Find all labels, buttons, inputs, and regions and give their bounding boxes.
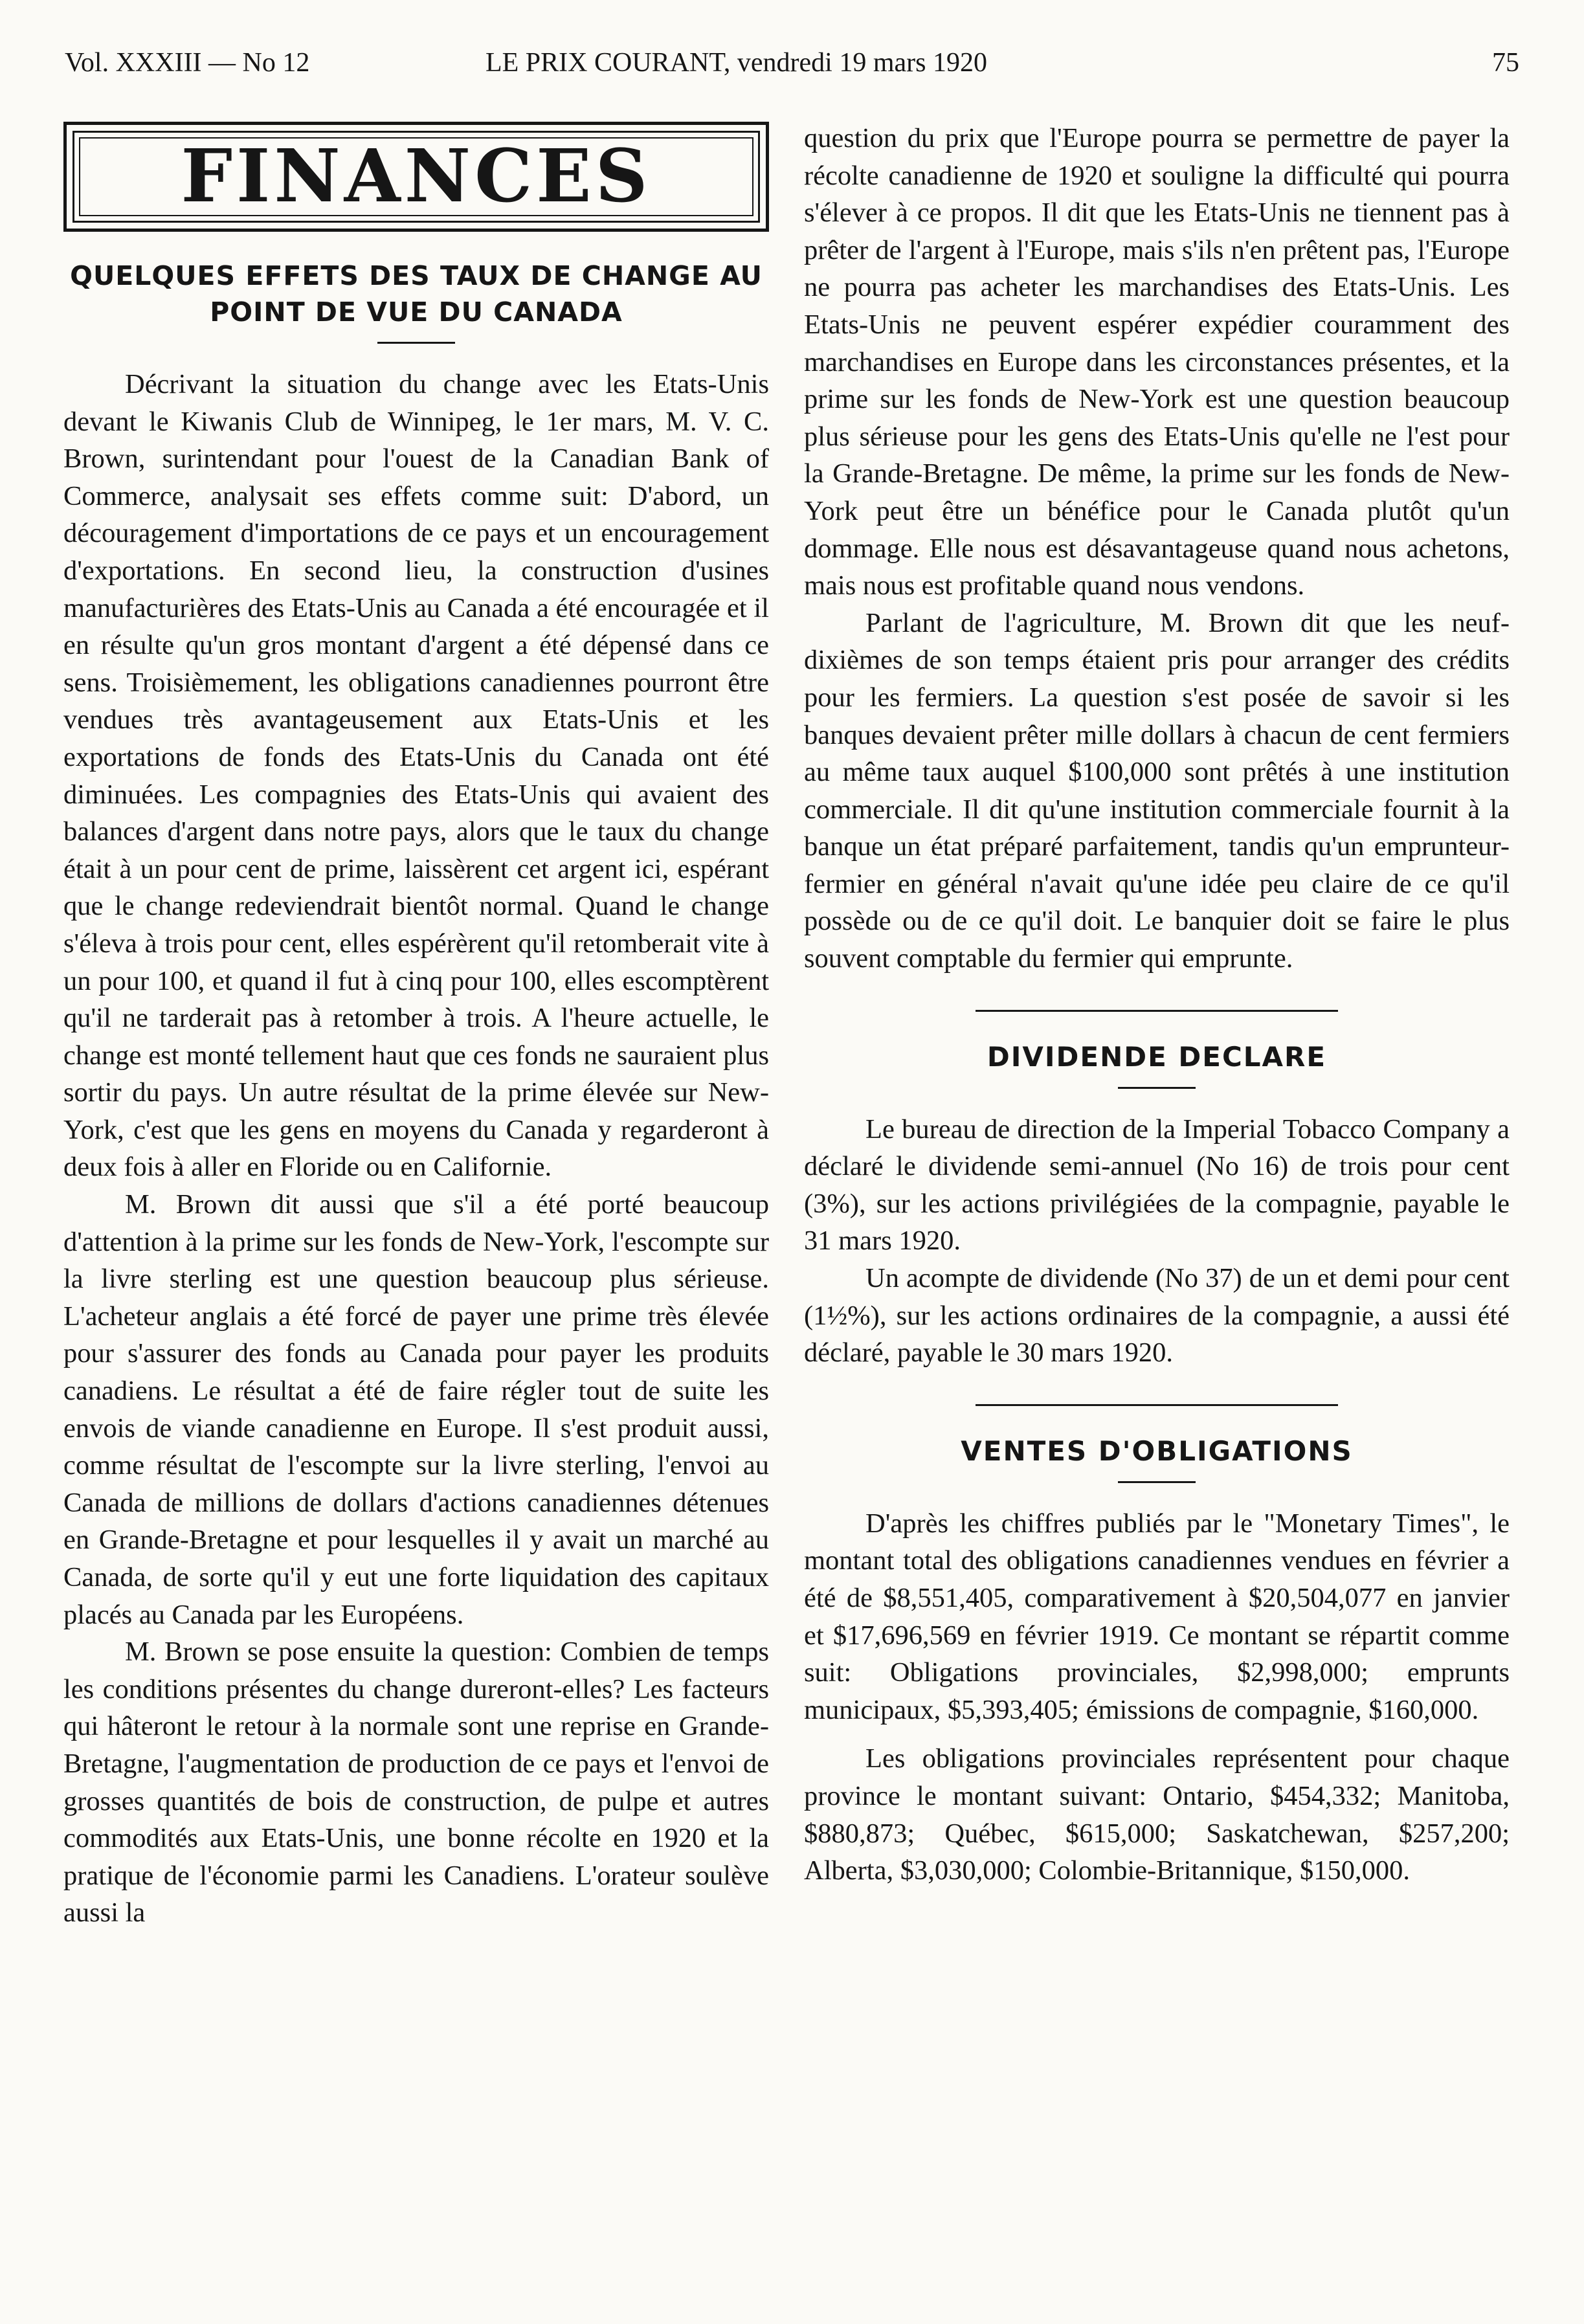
page-header bbox=[65, 40, 1519, 85]
article-headline-exchange: QUELQUES EFFETS DES TAUX DE CHANGE AU POINT DE VUE DU CANADA bbox=[70, 260, 763, 328]
article-paragraph: Les obligations provinciales représentent pour chaque province le montant suivant: Ontario, $454,332; Manitoba, $880,873; Québec, $615,000; Saskatchewan, $257,200; Alberta, $3,030,000; Colombie-Britannique, $150,000. bbox=[804, 1743, 1510, 1886]
left-column bbox=[63, 117, 769, 1932]
volume-number: Vol. XXXIII — No 12 bbox=[65, 48, 310, 78]
right-column bbox=[804, 120, 1510, 1890]
article-headline-bonds: VENTES D'OBLIGATIONS bbox=[961, 1435, 1353, 1467]
article-paragraph: M. Brown se pose ensuite la question: Combien de temps les conditions présentes du change dureront-elles? Les facteurs qui hâteront le retour à la normale sont une reprise en Grande-Bretagne, l'augmentation de production de ce pays et l'envoi de grosses quantités de bois de construction, de pulpe et autres commodités aux Etats-Unis, une bonne récolte en 1920 et la pratique de l'économie parmi les Canadiens. L'orateur soulève aussi la bbox=[63, 1637, 769, 1928]
article-paragraph: Un acompte de dividende (No 37) de un et demi pour cent (1½%), sur les actions ordinaires de la compagnie, a aussi été déclaré, payable le 30 mars 1920. bbox=[804, 1263, 1510, 1369]
divider bbox=[1118, 1087, 1196, 1089]
divider bbox=[976, 1404, 1338, 1406]
divider bbox=[377, 342, 455, 344]
article-paragraph: M. Brown dit aussi que s'il a été porté beaucoup d'attention à la prime sur les fonds de New-York, l'escompte sur la livre sterling est une question beaucoup plus sérieuse. L'acheteur anglais a été forcé de payer une prime très élevée pour s'assurer des fonds au Canada pour payer les produits canadiens. Le résultat a été de faire régler tout de suite les envois de viande canadienne en Europe. Il s'est produit aussi, comme résultat de l'escompte sur la livre sterling, l'envoi au Canada de millions de dollars d'actions canadiennes détenues en Grande-Bretagne et pour lesquelles il y avait un marché au Canada, de sorte qu'il y eut une forte liquidation des capitaux placés au Canada par les Européens. bbox=[63, 1189, 769, 1630]
finances-banner bbox=[63, 122, 769, 232]
publication-title: LE PRIX COURANT, vendredi 19 mars 1920 bbox=[485, 48, 987, 78]
divider bbox=[976, 1010, 1338, 1012]
article-paragraph: D'après les chiffres publiés par le "Monetary Times", le montant total des obligations canadiennes vendues en février a été de $8,551,405, comparativement à $20,504,077 en janvier et $17,696,569 en février 1919. Ce montant se répartit comme suit: Obligations provinciales, $2,998,000; emprunts municipaux, $5,393,405; émissions de compagnie, $160,000. bbox=[804, 1508, 1510, 1725]
banner-title: FINANCES bbox=[181, 134, 652, 219]
divider bbox=[1118, 1481, 1196, 1483]
article-paragraph: Parlant de l'agriculture, M. Brown dit que les neuf-dixièmes de son temps étaient pris pour arranger des crédits pour les fermiers. La question s'est posée de savoir si les banques devaient prêter mille dollars à chacun de cent fermiers au même taux auquel $100,000 sont prêtés à une institution commerciale. Il dit qu'une institution commerciale fournit à la banque un état préparé parfaitement, tandis qu'un emprunteur-fermier en général n'avait qu'une idée peu claire de ce qu'il possède ou de ce qu'il doit. Le banquier doit se faire le plus souvent comptable du fermier qui emprunte. bbox=[804, 607, 1510, 974]
article-paragraph: question du prix que l'Europe pourra se permettre de payer la récolte canadienne de 1920 et souligne la difficulté qui pourra s'élever à ce propos. Il dit que les Etats-Unis ne tiennent pas à prêter de l'argent à l'Europe, mais s'ils n'en prêtent pas, l'Europe ne pourra pas acheter les marchandises des Etats-Unis. Les Etats-Unis ne peuvent espérer expédier couramment des marchandises en Europe dans les circonstances présentes, et la prime sur les fonds de New-York est une question beaucoup plus sérieuse pour les gens des Etats-Unis qu'elle ne l'est pour la Grande-Bretagne. De même, la prime sur les fonds de New-York peut être un bénéfice pour le Canada plutôt qu'un dommage. Elle nous est désavantageuse quand nous achetons, mais nous est profitable quand nous vendons. bbox=[804, 123, 1510, 601]
banner-frame bbox=[73, 131, 760, 223]
article-paragraph: Décrivant la situation du change avec les Etats-Unis devant le Kiwanis Club de Winnipeg, le 1er mars, M. V. C. Brown, surintendant pour l'ouest de la Canadian Bank of Commerce, analysait ses effets comme suit: D'abord, un découragement d'importations de ce pays et un encouragement d'exportations. En second lieu, la construction d'usines manufacturières des Etats-Unis au Canada a été encouragée et il en résulte qu'un gros montant d'argent a été dépensé dans ce sens. Troisièmement, les obligations canadiennes pourront être vendues très avantageusement aux Etats-Unis et les exportations de fonds des Etats-Unis du Canada ont été diminuées. Les compagnies des Etats-Unis qui avaient des balances d'argent dans notre pays, alors que le taux du change était à un pour cent de prime, laissèrent cet argent ici, espérant que le change redeviendrait bientôt normal. Quand le change s'éleva à trois pour cent, elles espérèrent qu'il retomberait vite à un pour 100, et quand il fut à cinq pour 100, elles escomptèrent qu'il ne tarderait pas à retomber à trois. A l'heure actuelle, le change est monté tellement haut que ces fonds ne sauraient plus sortir du pays. Un autre résultat de la prime élevée sur New-York, c'est que les gens en moyens du Canada y regarderont à deux fois à aller en Floride ou en Californie. bbox=[63, 369, 769, 1183]
article-paragraph: Le bureau de direction de la Imperial Tobacco Company a déclaré le dividende semi-annuel (No 16) de trois pour cent (3%), sur les actions privilégiées de la compagnie, payable le 31 mars 1920. bbox=[804, 1113, 1510, 1257]
article-headline-dividend: DIVIDENDE DECLARE bbox=[987, 1040, 1327, 1073]
page-number: 75 bbox=[1492, 48, 1519, 78]
